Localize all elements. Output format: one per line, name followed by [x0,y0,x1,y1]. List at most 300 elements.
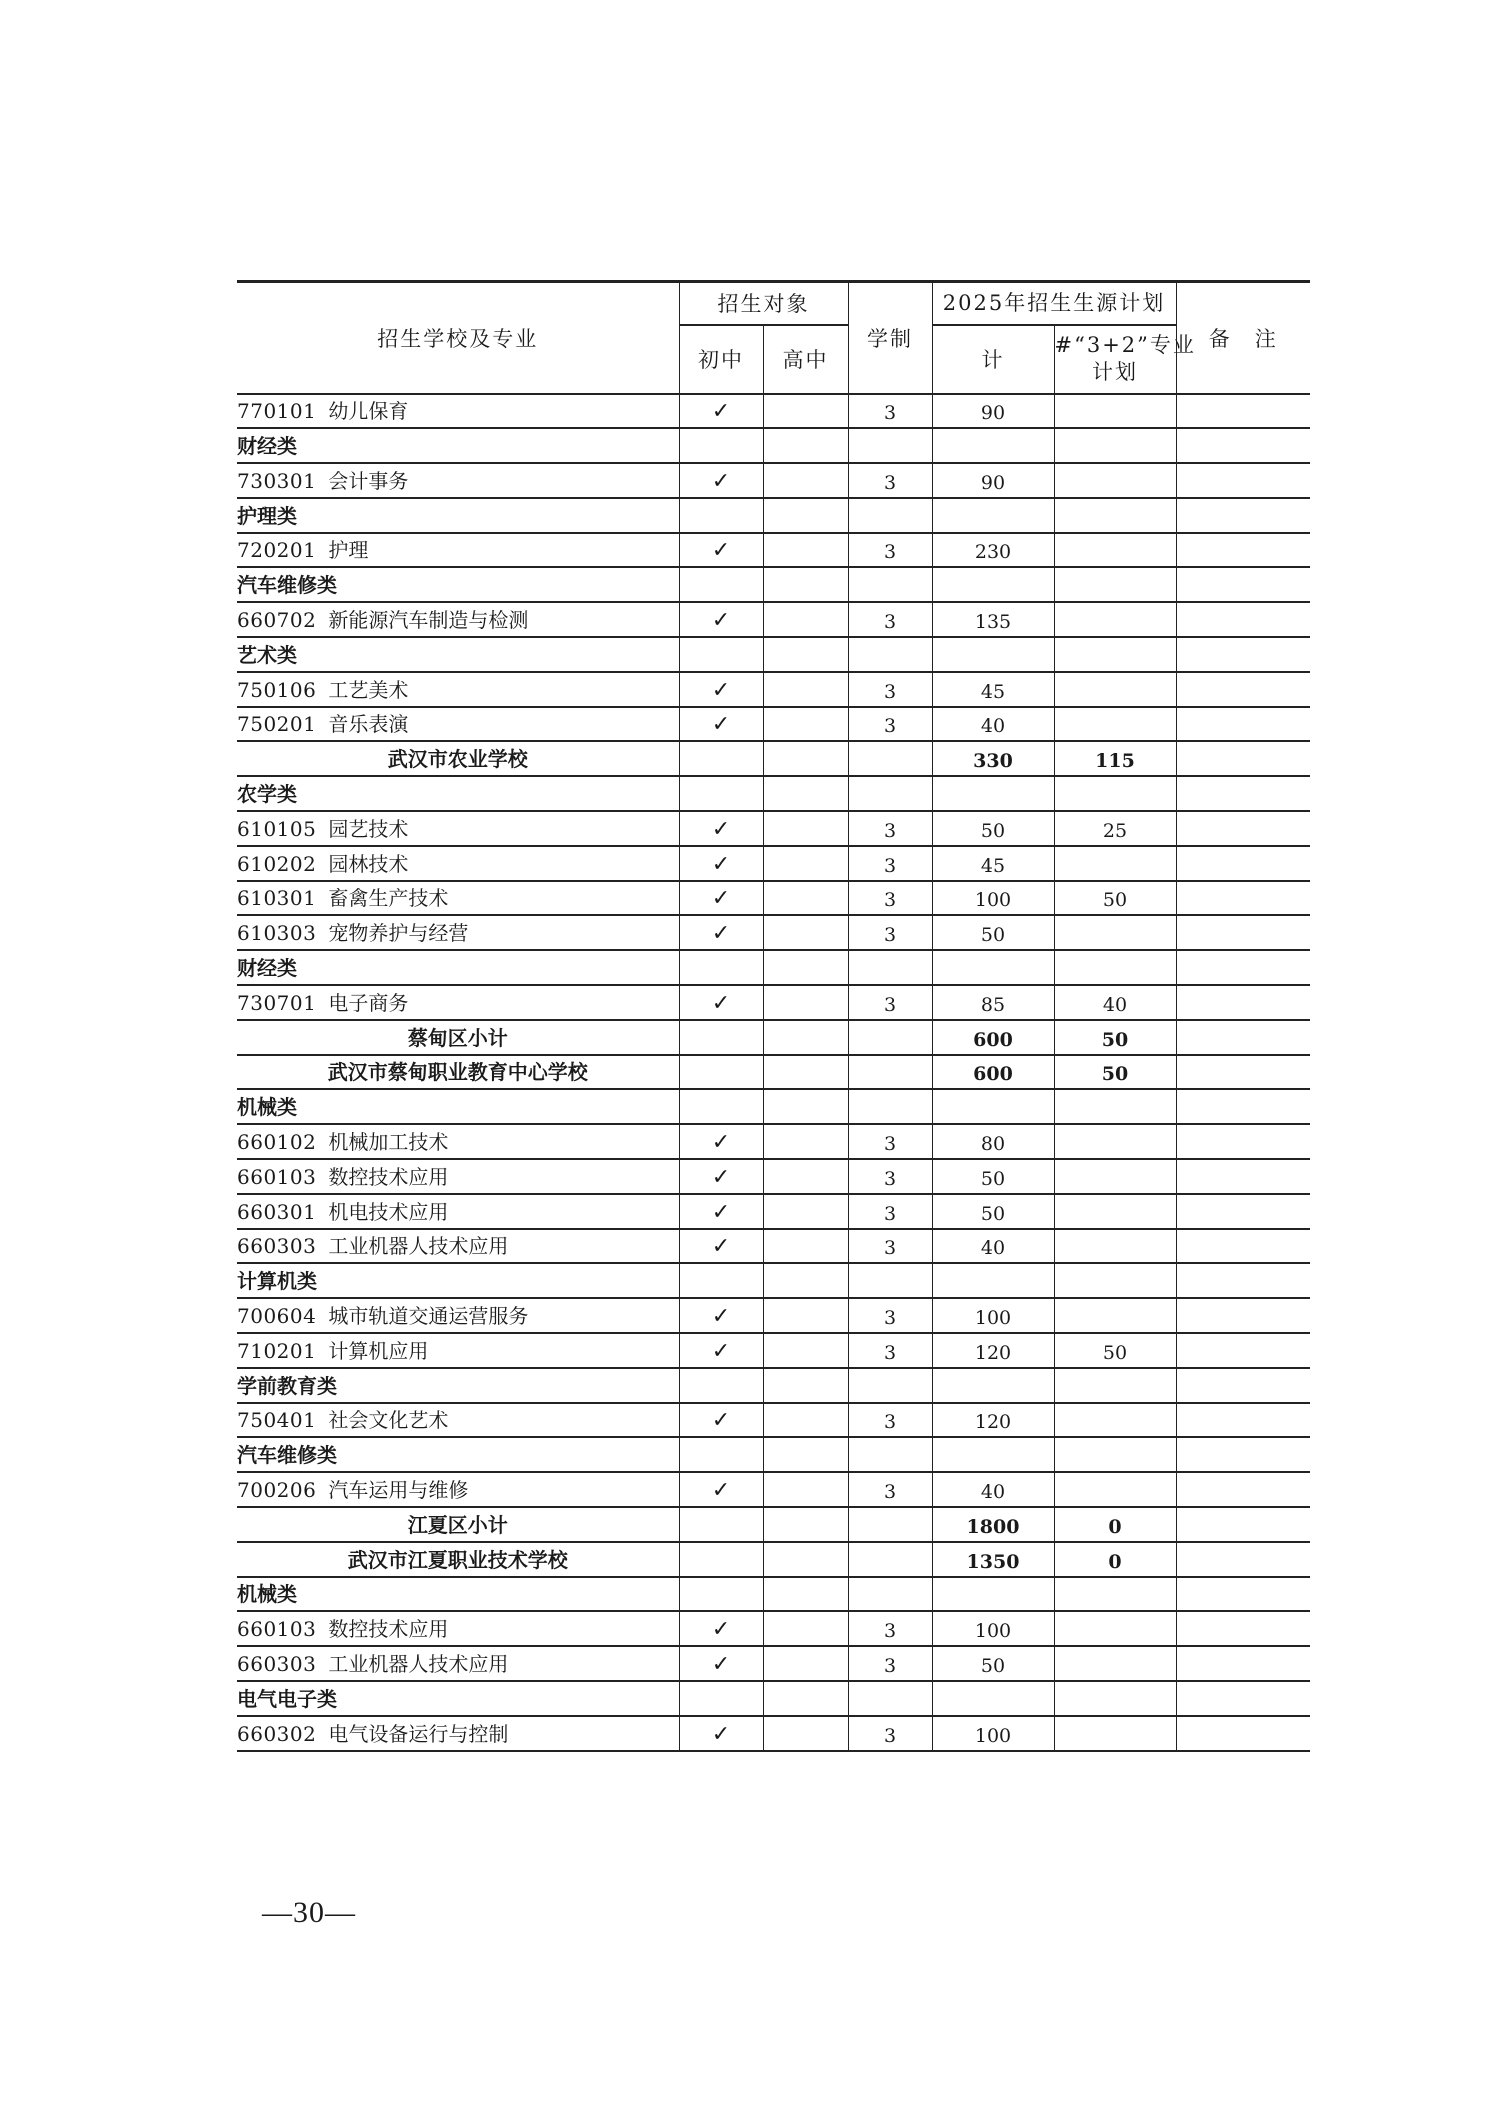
plan-312-cell [1054,1611,1176,1646]
header-312-line2: 计划 [1092,360,1138,384]
empty-cell [1176,776,1310,811]
empty-cell [679,776,763,811]
empty-cell [763,1020,848,1055]
note-cell [1176,985,1310,1020]
major-name: 新能源汽车制造与检测 [328,608,529,633]
note-cell [1176,741,1310,776]
empty-cell [1054,428,1176,463]
total-cell: 600 [932,1055,1054,1090]
table-row-school [237,1507,1310,1542]
major-name: 汽车运用与维修 [328,1478,469,1502]
total-cell: 90 [932,463,1054,498]
table-row-school [237,1020,1310,1055]
table-row-major [237,707,1310,742]
empty-cell [1054,498,1176,533]
years-cell: 3 [848,1229,932,1264]
table-row-category [237,1681,1310,1716]
header-total: 计 [932,325,1054,394]
table-row-category [237,950,1310,985]
table-row-school [237,1055,1310,1090]
plan-312-cell: 25 [1054,811,1176,846]
empty-cell [1054,950,1176,985]
major-code: 750201 [237,712,317,737]
empty-cell [763,1577,848,1612]
empty-cell [679,1368,763,1403]
junior-check: ✓ [679,1646,763,1681]
major-cell [237,672,679,707]
major-code: 610202 [237,851,317,876]
empty-cell [932,1368,1054,1403]
note-cell [1176,602,1310,637]
major-cell [237,1159,679,1194]
total-cell: 45 [932,846,1054,881]
senior-check [763,1194,848,1229]
junior-check: ✓ [679,1403,763,1438]
major-code: 730701 [237,990,317,1015]
table-row-category [237,567,1310,602]
header-target: 招生对象 [679,282,848,325]
senior-check [763,533,848,568]
major-cell [237,602,679,637]
category-label: 电气电子类 [237,1681,679,1716]
senior-check [763,811,848,846]
table-row-major [237,1298,1310,1333]
major-cell [237,881,679,916]
major-cell [237,1716,679,1751]
years-cell: 3 [848,1194,932,1229]
empty-cell [932,1263,1054,1298]
years-cell: 3 [848,915,932,950]
major-cell [237,915,679,950]
table-row-school [237,741,1310,776]
note-cell [1176,707,1310,742]
years-cell: 3 [848,394,932,429]
empty-cell [1054,637,1176,672]
empty-cell [679,1020,763,1055]
empty-cell [932,1577,1054,1612]
senior-check [763,394,848,429]
note-cell [1176,915,1310,950]
major-cell [237,1403,679,1438]
major-name: 工业机器人技术应用 [328,1651,509,1676]
total-cell: 1800 [932,1507,1054,1542]
total-cell: 90 [932,394,1054,429]
major-code: 610105 [237,816,317,841]
table-row-major [237,602,1310,637]
plan-312-cell [1054,672,1176,707]
empty-cell [763,428,848,463]
empty-cell [763,1368,848,1403]
major-name: 会计事务 [328,468,409,493]
junior-check: ✓ [679,672,763,707]
empty-cell [763,776,848,811]
years-cell: 3 [848,1716,932,1751]
senior-check [763,1159,848,1194]
years-cell: 3 [848,1472,932,1507]
major-code: 730301 [237,468,317,493]
major-cell [237,1229,679,1264]
note-cell [1176,533,1310,568]
junior-check: ✓ [679,1159,763,1194]
senior-check [763,1716,848,1751]
empty-cell [1176,567,1310,602]
years-cell: 3 [848,1124,932,1159]
years-cell: 3 [848,811,932,846]
empty-cell [763,1055,848,1090]
senior-check [763,985,848,1020]
note-cell [1176,881,1310,916]
page-number: —30— [262,1896,356,1929]
empty-cell [679,637,763,672]
major-code: 660303 [237,1234,317,1259]
header-plan: 2025年招生生源计划 [932,282,1176,325]
empty-cell [848,428,932,463]
school-label: 武汉市江夏职业技术学校 [237,1542,679,1577]
empty-cell [679,1089,763,1124]
empty-cell [679,1263,763,1298]
total-cell: 85 [932,985,1054,1020]
empty-cell [848,950,932,985]
major-name: 音乐表演 [328,712,409,737]
empty-cell [763,741,848,776]
table-row-major [237,1403,1310,1438]
table-row-major [237,1333,1310,1368]
category-label: 汽车维修类 [237,1437,679,1472]
empty-cell [1176,428,1310,463]
empty-cell [679,428,763,463]
empty-cell [848,1055,932,1090]
note-cell [1176,1020,1310,1055]
years-cell: 3 [848,881,932,916]
total-cell: 40 [932,707,1054,742]
major-cell [237,394,679,429]
major-code: 610301 [237,886,317,911]
note-cell [1176,1229,1310,1264]
header-312-line1: #“3+2”专业 [1054,333,1196,357]
plan-312-cell [1054,1229,1176,1264]
total-cell: 600 [932,1020,1054,1055]
empty-cell [848,1089,932,1124]
empty-cell [1176,637,1310,672]
table-row-major [237,985,1310,1020]
empty-cell [848,1263,932,1298]
junior-check: ✓ [679,602,763,637]
total-cell: 50 [932,915,1054,950]
empty-cell [1054,1263,1176,1298]
senior-check [763,1472,848,1507]
major-name: 计算机应用 [328,1338,429,1363]
plan-312-cell [1054,915,1176,950]
table-row-category [237,1577,1310,1612]
table-row-major [237,1611,1310,1646]
empty-cell [763,498,848,533]
table-row-major [237,1716,1310,1751]
plan-312-cell [1054,394,1176,429]
note-cell [1176,1298,1310,1333]
total-cell: 40 [932,1229,1054,1264]
table-body [237,394,1310,1751]
category-label: 财经类 [237,950,679,985]
senior-check [763,1333,848,1368]
empty-cell [1054,776,1176,811]
table-row-category [237,498,1310,533]
note-cell [1176,811,1310,846]
note-cell [1176,1507,1310,1542]
table-row-major [237,463,1310,498]
junior-check: ✓ [679,394,763,429]
empty-cell [848,1507,932,1542]
major-cell [237,1124,679,1159]
senior-check [763,846,848,881]
plan-312-cell [1054,707,1176,742]
category-label: 艺术类 [237,637,679,672]
table-row-category [237,1437,1310,1472]
table-header [237,282,1310,394]
table-row-major [237,672,1310,707]
junior-check: ✓ [679,915,763,950]
empty-cell [1054,1368,1176,1403]
major-code: 710201 [237,1338,317,1363]
header-junior: 初中 [679,325,763,394]
table-row-category [237,776,1310,811]
senior-check [763,1229,848,1264]
note-cell [1176,1194,1310,1229]
years-cell: 3 [848,1646,932,1681]
table-row-major [237,1194,1310,1229]
junior-check: ✓ [679,1333,763,1368]
table-row-major [237,915,1310,950]
enrollment-plan-table [237,280,1310,1752]
empty-cell [679,1542,763,1577]
major-code: 660302 [237,1721,317,1746]
plan-312-cell [1054,1159,1176,1194]
major-cell [237,533,679,568]
plan-312-cell [1054,1403,1176,1438]
total-cell: 100 [932,1611,1054,1646]
table-row-major [237,1472,1310,1507]
note-cell [1176,1333,1310,1368]
total-cell: 40 [932,1472,1054,1507]
senior-check [763,1646,848,1681]
years-cell: 3 [848,672,932,707]
major-code: 610303 [237,921,317,946]
plan-312-cell: 50 [1054,1333,1176,1368]
empty-cell [763,1542,848,1577]
plan-312-cell: 50 [1054,1020,1176,1055]
empty-cell [1054,1089,1176,1124]
category-label: 机械类 [237,1089,679,1124]
empty-cell [848,776,932,811]
major-code: 750401 [237,1408,317,1433]
table-row-major [237,846,1310,881]
header-school-major: 招生学校及专业 [237,282,679,394]
major-code: 700206 [237,1478,317,1502]
empty-cell [932,776,1054,811]
major-name: 社会文化艺术 [328,1408,449,1433]
major-cell [237,811,679,846]
senior-check [763,1403,848,1438]
header-years: 学制 [848,282,932,394]
plan-312-cell [1054,1646,1176,1681]
category-label: 财经类 [237,428,679,463]
senior-check [763,602,848,637]
total-cell: 80 [932,1124,1054,1159]
empty-cell [848,498,932,533]
empty-cell [763,567,848,602]
empty-cell [1054,1577,1176,1612]
plan-312-cell [1054,846,1176,881]
empty-cell [848,637,932,672]
major-cell [237,846,679,881]
major-cell [237,1472,679,1507]
empty-cell [848,567,932,602]
plan-312-cell: 115 [1054,741,1176,776]
senior-check [763,1611,848,1646]
major-code: 720201 [237,538,317,563]
category-label: 学前教育类 [237,1368,679,1403]
total-cell: 100 [932,881,1054,916]
major-cell [237,1194,679,1229]
total-cell: 50 [932,1159,1054,1194]
major-code: 660103 [237,1164,317,1189]
junior-check: ✓ [679,1298,763,1333]
years-cell: 3 [848,533,932,568]
plan-312-cell [1054,1716,1176,1751]
total-cell: 50 [932,1646,1054,1681]
major-cell [237,463,679,498]
table-row-major [237,533,1310,568]
category-label: 机械类 [237,1577,679,1612]
empty-cell [932,637,1054,672]
major-code: 660103 [237,1617,317,1642]
major-name: 工业机器人技术应用 [328,1234,509,1259]
total-cell: 230 [932,533,1054,568]
note-cell [1176,1716,1310,1751]
empty-cell [848,1437,932,1472]
junior-check: ✓ [679,1124,763,1159]
category-label: 汽车维修类 [237,567,679,602]
plan-312-cell [1054,1124,1176,1159]
major-name: 护理 [328,538,369,563]
major-name: 机电技术应用 [328,1199,449,1224]
junior-check: ✓ [679,811,763,846]
senior-check [763,915,848,950]
major-name: 电子商务 [328,990,409,1015]
category-label: 农学类 [237,776,679,811]
plan-312-cell [1054,1298,1176,1333]
years-cell: 3 [848,707,932,742]
senior-check [763,707,848,742]
note-cell [1176,394,1310,429]
empty-cell [932,567,1054,602]
school-label: 江夏区小计 [237,1507,679,1542]
junior-check: ✓ [679,1716,763,1751]
junior-check: ✓ [679,1611,763,1646]
major-name: 宠物养护与经营 [328,921,469,946]
empty-cell [848,1020,932,1055]
major-cell [237,707,679,742]
senior-check [763,1124,848,1159]
school-label: 武汉市农业学校 [237,741,679,776]
major-cell [237,1333,679,1368]
table-row-category [237,428,1310,463]
empty-cell [1054,1681,1176,1716]
empty-cell [1054,567,1176,602]
note-cell [1176,1124,1310,1159]
header-senior: 高中 [763,325,848,394]
senior-check [763,672,848,707]
note-cell [1176,1472,1310,1507]
senior-check [763,1298,848,1333]
note-cell [1176,672,1310,707]
major-name: 数控技术应用 [328,1164,449,1189]
table-row-major [237,394,1310,429]
school-label: 武汉市蔡甸职业教育中心学校 [237,1055,679,1090]
empty-cell [679,1681,763,1716]
junior-check: ✓ [679,463,763,498]
empty-cell [763,1437,848,1472]
empty-cell [1176,1577,1310,1612]
empty-cell [763,1263,848,1298]
plan-312-cell [1054,463,1176,498]
total-cell: 330 [932,741,1054,776]
junior-check: ✓ [679,1229,763,1264]
plan-312-cell: 0 [1054,1507,1176,1542]
major-cell [237,1611,679,1646]
category-label: 护理类 [237,498,679,533]
major-code: 660301 [237,1199,317,1224]
empty-cell [932,950,1054,985]
empty-cell [848,1577,932,1612]
total-cell: 120 [932,1403,1054,1438]
table-row-category [237,637,1310,672]
empty-cell [932,1089,1054,1124]
empty-cell [763,1681,848,1716]
major-name: 园林技术 [328,851,409,876]
years-cell: 3 [848,1298,932,1333]
empty-cell [1176,1089,1310,1124]
note-cell [1176,1646,1310,1681]
plan-312-cell: 40 [1054,985,1176,1020]
major-name: 电气设备运行与控制 [328,1721,509,1746]
note-cell [1176,846,1310,881]
major-code: 700604 [237,1304,317,1329]
empty-cell [1054,1437,1176,1472]
major-code: 660102 [237,1130,317,1155]
major-name: 数控技术应用 [328,1617,449,1642]
major-name: 机械加工技术 [328,1130,449,1155]
major-name: 城市轨道交通运营服务 [328,1304,529,1329]
years-cell: 3 [848,1159,932,1194]
note-cell [1176,1403,1310,1438]
table-row-category [237,1263,1310,1298]
junior-check: ✓ [679,533,763,568]
note-cell [1176,1611,1310,1646]
empty-cell [932,428,1054,463]
years-cell: 3 [848,1611,932,1646]
major-cell [237,1298,679,1333]
empty-cell [679,567,763,602]
empty-cell [848,1681,932,1716]
years-cell: 3 [848,1403,932,1438]
major-name: 畜禽生产技术 [328,886,449,911]
empty-cell [1176,1368,1310,1403]
note-cell [1176,463,1310,498]
empty-cell [848,741,932,776]
total-cell: 45 [932,672,1054,707]
empty-cell [1176,1437,1310,1472]
major-code: 660702 [237,608,317,633]
